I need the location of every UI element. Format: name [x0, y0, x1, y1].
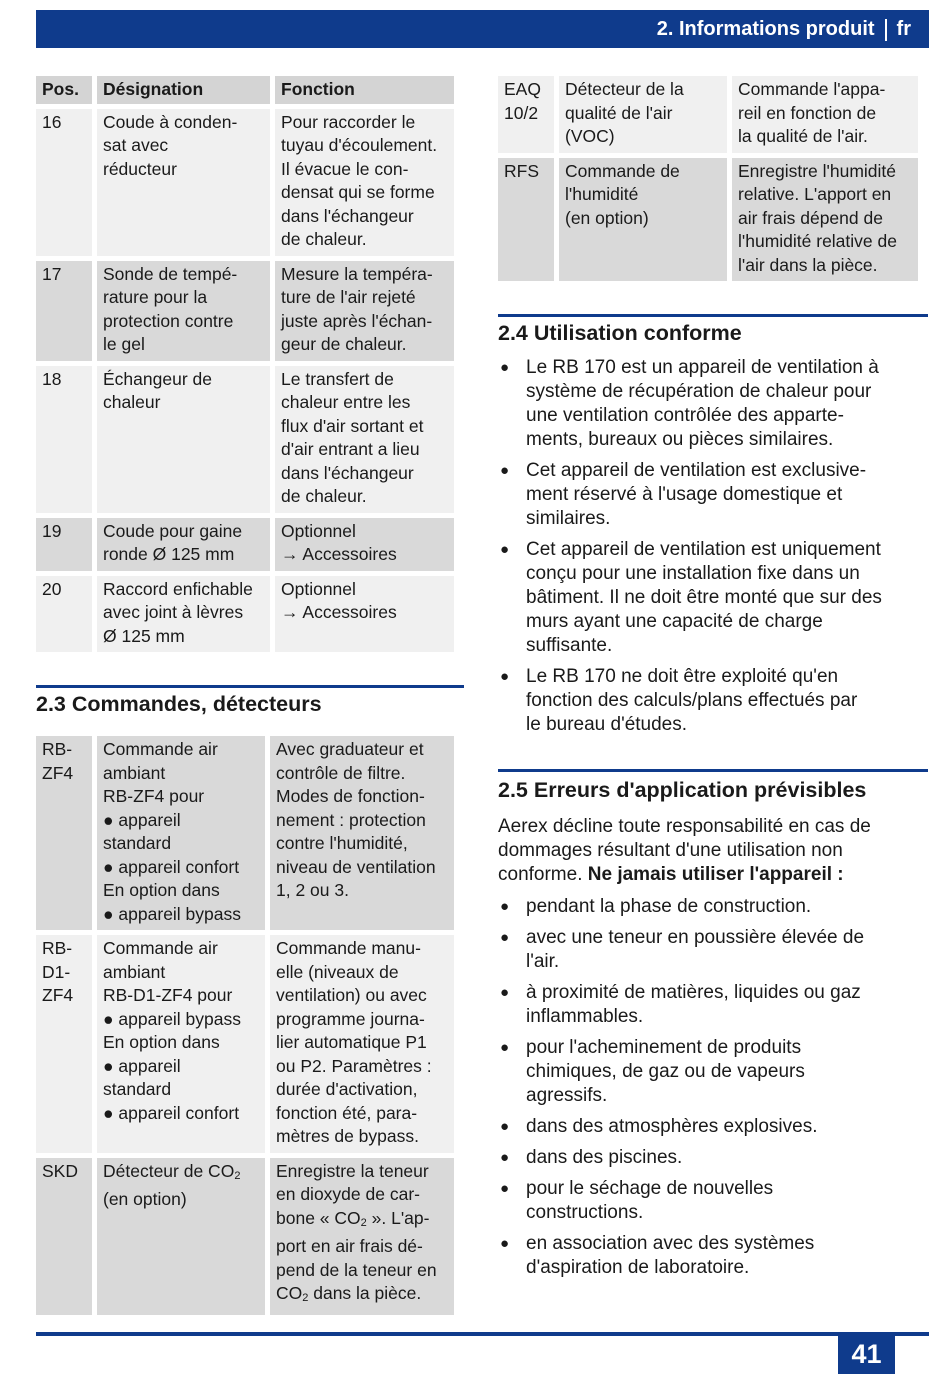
list-item-text: Le RB 170 est un appareil de ventilation à système de récupération de chaleur pour une ventilation contrôlée des apparte- ments, bureaux ou pièces similaires.	[526, 357, 879, 450]
function-cell	[270, 1158, 454, 1315]
table-row	[36, 736, 454, 930]
header-separator	[885, 19, 887, 41]
list-item	[498, 1146, 928, 1170]
designation-cell	[97, 1158, 265, 1315]
table-row	[36, 366, 454, 513]
list-item	[498, 926, 928, 974]
intro-text: Aerex décline toute responsabilité en cas de dommages résultant d'une utilisation non conforme.	[498, 816, 871, 885]
pos-cell: 16	[36, 109, 92, 256]
list-item	[498, 459, 928, 531]
header-section: 2. Informations produit	[656, 18, 875, 40]
section-divider	[498, 769, 928, 772]
function-text: dans la pièce.	[308, 1283, 422, 1303]
intro-paragraph	[498, 815, 928, 887]
controls-table	[31, 731, 459, 1320]
list-item	[498, 356, 928, 452]
list-item	[498, 895, 928, 919]
bullet-icon: ●	[500, 898, 510, 915]
bullet-icon: ●	[500, 668, 510, 685]
table-row	[36, 935, 454, 1153]
designation-cell: Coude à conden- sat avec réducteur	[97, 109, 270, 256]
designation-cell: Échangeur de chaleur	[97, 366, 270, 513]
header-language: fr	[896, 18, 911, 40]
designation-text: (en option)	[103, 1189, 187, 1209]
left-column	[36, 76, 464, 1320]
section-title-2-5: 2.5 Erreurs d'application prévisibles	[498, 778, 867, 802]
list-item-text: en association avec des systèmes d'aspiration de laboratoire.	[526, 1233, 815, 1278]
sensors-table	[493, 71, 923, 286]
table-header-cell: Fonction	[275, 76, 454, 104]
function-cell: Optionnel → Accessoires	[275, 518, 454, 571]
section-divider	[498, 314, 928, 317]
bullet-icon: ●	[500, 541, 510, 558]
list-item-text: dans des piscines.	[526, 1147, 683, 1168]
header-title	[657, 18, 911, 41]
designation-cell: Coude pour gaine ronde Ø 125 mm	[97, 518, 270, 571]
function-cell: Commande manu- elle (niveaux de ventilation) ou avec programme journa- lier automatique P1 ou P2. Paramètres : durée d'activation, fonction été, para- mètres de bypass.	[270, 935, 454, 1153]
header-bar	[36, 10, 929, 48]
list-item	[498, 1232, 928, 1280]
pos-cell: 18	[36, 366, 92, 513]
list-item	[498, 665, 928, 737]
function-cell: Pour raccorder le tuyau d'écoulement. Il évacue le con- densat qui se forme dans l'échangeur de chaleur.	[275, 109, 454, 256]
bullet-icon: ●	[500, 1118, 510, 1135]
function-text: Enregistre la teneur en dioxyde de car- bone « CO	[276, 1160, 429, 1228]
code-cell: RFS	[498, 158, 554, 282]
code-cell: RB- ZF4	[36, 736, 92, 930]
bullet-icon: ●	[500, 984, 510, 1001]
list-item-text: pour l'acheminement de produits chimiques, de gaz ou de vapeurs agressifs.	[526, 1037, 805, 1106]
list-item	[498, 1115, 928, 1139]
footer-rule	[36, 1332, 929, 1336]
function-cell: Optionnel → Accessoires	[275, 576, 454, 653]
list-item	[498, 981, 928, 1029]
code-cell: RB- D1- ZF4	[36, 935, 92, 1153]
bullet-icon: ●	[500, 1235, 510, 1252]
section-title-2-4: 2.4 Utilisation conforme	[498, 321, 742, 345]
list-item-text: dans des atmosphères explosives.	[526, 1116, 818, 1137]
list-item	[498, 538, 928, 658]
function-cell: Commande l'appa- reil en fonction de la qualité de l'air.	[732, 76, 918, 153]
pos-cell: 20	[36, 576, 92, 653]
subscript: 2	[360, 1216, 367, 1229]
table-row	[36, 109, 454, 256]
bullet-icon: ●	[500, 359, 510, 376]
bullet-icon: ●	[500, 1039, 510, 1056]
designation-cell: Détecteur de la qualité de l'air (VOC)	[559, 76, 727, 153]
designation-cell: Commande air ambiant RB-ZF4 pour ● appareil standard ● appareil confort En option dans ● appareil bypass	[97, 736, 265, 930]
code-cell: EAQ 10/2	[498, 76, 554, 153]
bullet-icon: ●	[500, 929, 510, 946]
table-row	[36, 518, 454, 571]
table-row	[498, 158, 918, 282]
table-header-cell: Pos.	[36, 76, 92, 104]
list-item-text: Le RB 170 ne doit être exploité qu'en fonction des calculs/plans effectués par le bureau d'études.	[526, 666, 858, 735]
table-header-row	[36, 76, 454, 104]
list-item	[498, 1036, 928, 1108]
table-row	[498, 76, 918, 153]
list-item	[498, 1177, 928, 1225]
designation-cell: Raccord enfichable avec joint à lèvres Ø 125 mm	[97, 576, 270, 653]
misuse-list	[498, 895, 928, 1280]
pos-cell: 17	[36, 261, 92, 361]
function-cell: Enregistre l'humidité relative. L'apport en air frais dépend de l'humidité relative de l'air dans la pièce.	[732, 158, 918, 282]
list-item-text: Cet appareil de ventilation est uniquement conçu pour une installation fixe dans un bâtiment. Il ne doit être monté que sur des murs ayant une capacité de charge suffisante.	[526, 539, 882, 656]
table-header-cell: Désignation	[97, 76, 270, 104]
function-cell: Le transfert de chaleur entre les flux d'air sortant et d'air entrant a lieu dans l'échangeur de chaleur.	[275, 366, 454, 513]
designation-cell: Commande de l'humidité (en option)	[559, 158, 727, 282]
designation-cell: Commande air ambiant RB-D1-ZF4 pour ● appareil bypass En option dans ● appareil standard ● appareil confort	[97, 935, 265, 1153]
function-text: ». L'ap- port en air frais dé- pend de la teneur en CO	[276, 1207, 437, 1303]
table-row	[36, 261, 454, 361]
list-item-text: à proximité de matières, liquides ou gaz inflammables.	[526, 982, 861, 1027]
bullet-icon: ●	[500, 1180, 510, 1197]
function-cell: Mesure la tempéra- ture de l'air rejeté juste après l'échan- geur de chaleur.	[275, 261, 454, 361]
table-row	[36, 1158, 454, 1315]
designation-text: Détecteur de CO	[103, 1160, 235, 1181]
section-title-2-3: 2.3 Commandes, détecteurs	[36, 692, 322, 716]
function-cell: Avec graduateur et contrôle de filtre. Modes de fonction- nement : protection contre l'humidité, niveau de ventilation 1, 2 ou 3.	[270, 736, 454, 930]
bullet-icon: ●	[500, 462, 510, 479]
bullet-icon: ●	[500, 1149, 510, 1166]
table-row	[36, 576, 454, 653]
pos-cell: 19	[36, 518, 92, 571]
section-divider	[36, 685, 464, 688]
subscript: 2	[302, 1292, 309, 1304]
page-number: 41	[838, 1334, 895, 1374]
usage-list	[498, 356, 928, 737]
subscript: 2	[234, 1169, 241, 1182]
designation-cell: Sonde de tempé- rature pour la protection contre le gel	[97, 261, 270, 361]
intro-bold: Ne jamais utiliser l'appareil :	[587, 864, 844, 885]
list-item-text: avec une teneur en poussière élevée de l'air.	[526, 927, 865, 972]
list-item-text: Cet appareil de ventilation est exclusive- ment réservé à l'usage domestique et similaires.	[526, 460, 867, 529]
list-item-text: pendant la phase de construction.	[526, 896, 812, 917]
positions-table	[31, 71, 459, 657]
list-item-text: pour le séchage de nouvelles constructions.	[526, 1178, 774, 1223]
code-cell: SKD	[36, 1158, 92, 1315]
right-column	[498, 76, 928, 1287]
